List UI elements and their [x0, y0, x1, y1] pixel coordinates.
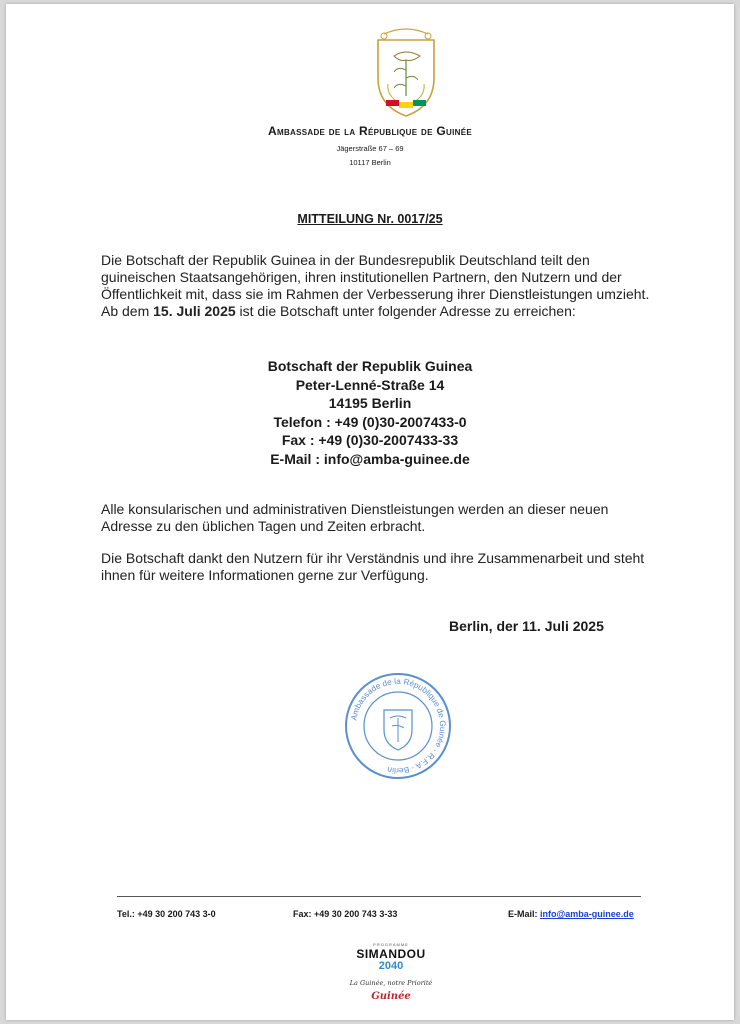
notice-intro — [101, 252, 661, 320]
stamp-text: Ambassade de la République de Guinée · R.F.A · Berlin — [349, 676, 448, 776]
address-name: Botschaft der Republik Guinea — [267, 358, 473, 374]
notice-title: MITTEILUNG Nr. 0017/25 — [297, 212, 443, 226]
logo-programme: PROGRAMME — [373, 942, 409, 947]
address-street: Peter-Lenné-Straße 14 — [295, 376, 445, 393]
footer-email — [508, 909, 634, 919]
footer-divider — [117, 896, 641, 897]
logo-name: SIMANDOU — [356, 947, 426, 961]
address-phone: Telefon : +49 (0)30-2007433-0 — [273, 413, 467, 430]
address-city: 14195 Berlin — [328, 395, 412, 411]
embassy-city: 10117 Berlin — [349, 158, 391, 167]
date-line: Berlin, der 11. Juli 2025 — [449, 618, 604, 634]
logo-country: Guinée — [371, 991, 411, 1002]
services-paragraph: Alle konsularischen und administrativen Dienstleistungen werden an dieser neuen Adresse zu den üblichen Tagen und Zeiten erbracht. — [101, 501, 609, 534]
move-date: 15. Juli 2025 — [153, 303, 236, 319]
embassy-name: Ambassade de la République de Guinée — [268, 124, 472, 138]
logo-tagline: La Guinée, notre Priorité — [349, 979, 433, 987]
footer-fax: Fax: +49 30 200 743 3-33 — [293, 909, 398, 919]
address-email: E-Mail : info@amba-guinee.de — [270, 450, 470, 467]
embassy-street: Jägerstraße 67 – 69 — [336, 144, 404, 153]
thanks-paragraph: Die Botschaft dankt den Nutzern für ihr Verständnis und ihre Zusammenarbeit und steht ihnen für weitere Informationen gerne zur Verfügung. — [101, 550, 645, 583]
move-date-suffix: ist die Botschaft unter folgender Adresse zu erreichen: — [239, 303, 576, 319]
footer-email-label: E-Mail: — [508, 909, 541, 919]
simandou-logo — [336, 942, 446, 1012]
footer-tel: Tel.: +49 30 200 743 3-0 — [117, 909, 216, 919]
address-fax: Fax : +49 (0)30-2007433-33 — [281, 432, 459, 448]
logo-year: 2040 — [378, 960, 404, 972]
new-address-block — [6, 357, 734, 468]
coat-of-arms-icon — [364, 26, 448, 122]
footer-email-link[interactable]: info@amba-guinee.de — [540, 909, 634, 919]
embassy-stamp-icon — [342, 670, 454, 782]
document-page — [6, 4, 734, 1020]
move-date-prefix: Ab dem — [101, 303, 150, 319]
intro-text: Die Botschaft der Republik Guinea in der Bundesrepublik Deutschland teilt den guineischen Staatsangehörigen, ihren institutionellen Partnern, den Nutzern und der Öffentlichkeit mit, dass sie im Rahmen der Verbesserung ihrer Dienstleistungen umzieht. — [101, 252, 650, 302]
